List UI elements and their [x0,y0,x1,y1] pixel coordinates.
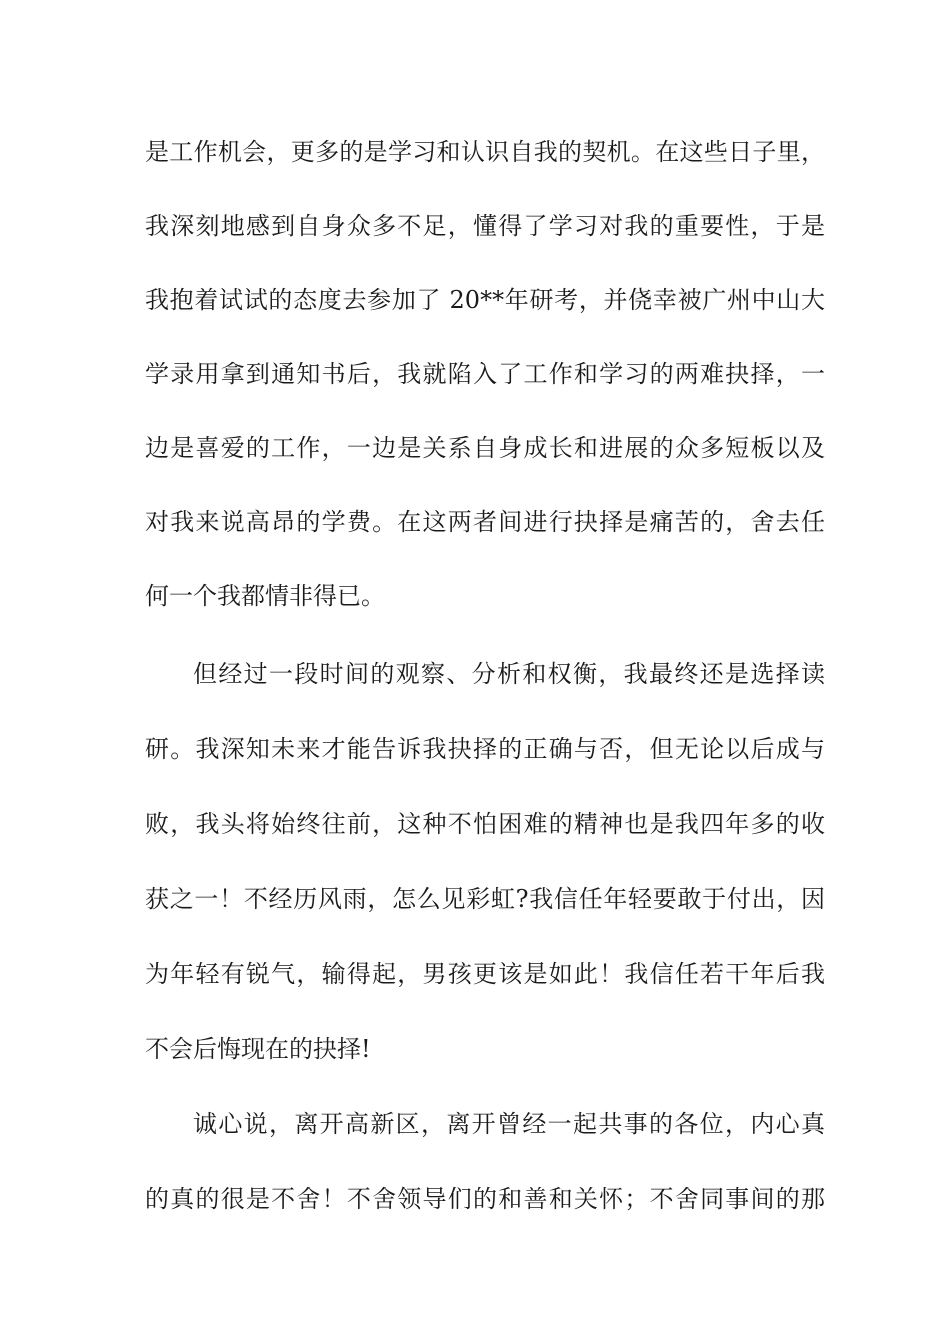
text-line: 的真的很是不舍！不舍领导们的和善和关怀；不舍同事间的那 [145,1185,825,1213]
text-line: 不会后悔现在的抉择! [145,1035,371,1063]
text-line: 是工作机会，更多的是学习和认识自我的契机。在这些日子里， [145,138,825,166]
text-line: 学录用拿到通知书后，我就陷入了工作和学习的两难抉择，一 [145,360,825,388]
text-line: 边是喜爱的工作，一边是关系自身成长和进展的众多短板以及 [145,434,825,462]
text-line: 获之一！不经历风雨，怎么见彩虹?我信任年轻要敢于付出，因 [145,885,825,913]
text-line: 败，我头将始终往前，这种不怕困难的精神也是我四年多的收 [145,810,825,838]
text-line: 对我来说高昂的学费。在这两者间进行抉择是痛苦的，舍去任 [145,508,825,536]
paragraph-start-line: 诚心说，离开高新区，离开曾经一起共事的各位，内心真 [193,1110,825,1138]
text-line: 何一个我都情非得已。 [145,582,385,610]
text-line: 我抱着试试的态度去参加了 20**年研考，并侥幸被广州中山大 [145,286,825,314]
text-line: 为年轻有锐气，输得起，男孩更该是如此！我信任若干年后我 [145,960,825,988]
text-line: 我深刻地感到自身众多不足，懂得了学习对我的重要性，于是 [145,212,825,240]
paragraph-start-line: 但经过一段时间的观察、分析和权衡，我最终还是选择读 [193,660,825,688]
text-line: 研。我深知未来才能告诉我抉择的正确与否，但无论以后成与 [145,735,825,763]
